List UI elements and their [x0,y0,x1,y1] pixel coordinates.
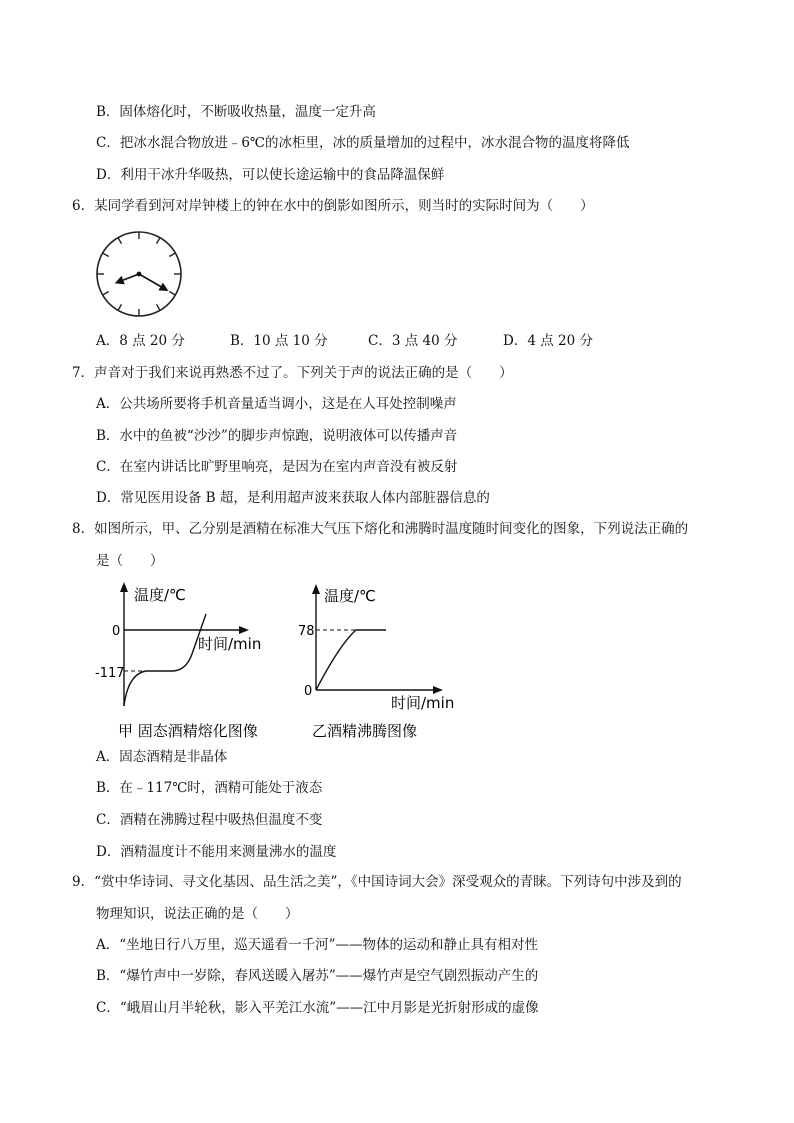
q8-option-d: D．酒精温度计不能用来测量沸水的温度 [96,844,337,860]
graph-boiling [294,576,474,742]
clock-tick [118,238,122,244]
q6-stem: 6．某同学看到河对岸钟楼上的钟在水中的倒影如图所示，则当时的实际时间为（ ） [72,198,594,214]
q9-option-c: C．“峨眉山月半轮秋，影入平羌江水流”——江中月影是光折射形成的虚像 [96,1000,539,1016]
q9-option-a: A．“坐地日行八万里，巡天遥看一千河”——物体的运动和静止具有相对性 [96,937,539,953]
q9-stem-line2: 物理知识，说法正确的是（ ） [96,906,299,922]
q9-stem-line1: 9．“赏中华诗词、寻文化基因、品生活之美”，《中国诗词大会》深受观众的青睐。下列诗句中涉及到的 [72,874,682,890]
q5-option-d: D．利用干冰升华吸热，可以使长途运输中的食品降温保鲜 [96,167,445,183]
clock-tick [157,238,161,244]
q8-stem-line1: 8．如图所示，甲、乙分别是酒精在标准大气压下熔化和沸腾时温度随时间变化的图象，下列说法正确的 [72,521,689,537]
q5-option-b: B．固体熔化时，不断吸收热量，温度一定升高 [96,104,376,120]
graph-melting-ytick-neg117: -117 [95,666,125,681]
q6-option-a: A．8 点 20 分 [96,333,185,349]
graph-boiling-ytick-78: 78 [298,624,315,639]
graph-melting-curve [124,614,206,706]
graph-boiling-xlabel: 时间/min [391,694,455,712]
q6-option-c: C．3 点 40 分 [368,333,458,349]
clock-reflection-figure [93,228,185,320]
clock-center [137,272,142,277]
graph-melting-x-arrow [239,626,249,634]
q8-stem-line2: 是（ ） [96,553,164,569]
clock-tick [169,292,175,296]
graph-melting [88,576,278,742]
clock-tick [157,304,161,310]
clock-tick [103,253,109,257]
q7-option-a: A．公共场所要将手机音量适当调小，这是在人耳处控制噪声 [96,396,457,412]
q9-option-b: B．“爆竹声中一岁除，春风送暖入屠苏”——爆竹声是空气剧烈振动产生的 [96,968,539,984]
clock-tick [118,304,122,310]
q5-option-c: C．把冰水混合物放进﹣6℃的冰柜里，冰的质量增加的过程中，冰水混合物的温度将降低 [96,135,630,151]
q8-option-a: A．固态酒精是非晶体 [96,749,228,765]
q8-option-c: C．酒精在沸腾过程中吸热但温度不变 [96,812,323,828]
q7-option-b: B．水中的鱼被“沙沙”的脚步声惊跑，说明液体可以传播声音 [96,428,458,444]
graph-melting-caption: 甲 固态酒精熔化图像 [118,722,258,740]
graph-melting-ytick-0: 0 [112,624,121,639]
q7-stem: 7．声音对于我们来说再熟悉不过了。下列关于声的说法正确的是（ ） [72,365,513,381]
graph-boiling-ylabel: 温度/℃ [324,587,376,605]
graph-boiling-ytick-0: 0 [304,684,313,699]
graph-boiling-curve [316,630,386,690]
clock-hour-hand [123,274,139,280]
q8-option-b: B．在﹣117℃时，酒精可能处于液态 [96,780,323,796]
q6-option-d: D．4 点 20 分 [503,333,593,349]
graph-boiling-y-arrow [312,584,320,594]
graph-boiling-caption: 乙酒精沸腾图像 [312,722,418,740]
graph-boiling-x-arrow [433,686,443,694]
graph-melting-xlabel: 时间/min [198,635,262,653]
clock-minute-hand [139,274,161,287]
clock-tick [103,292,109,296]
clock-tick [169,253,175,257]
q7-option-c: C．在室内讲话比旷野里响亮，是因为在室内声音没有被反射 [96,459,458,475]
q7-option-d: D．常见医用设备 B 超，是利用超声波来获取人体内部脏器信息的 [96,490,490,506]
graph-melting-y-arrow [120,582,128,592]
graph-melting-ylabel: 温度/℃ [134,586,186,604]
q6-option-b: B．10 点 10 分 [230,333,328,349]
